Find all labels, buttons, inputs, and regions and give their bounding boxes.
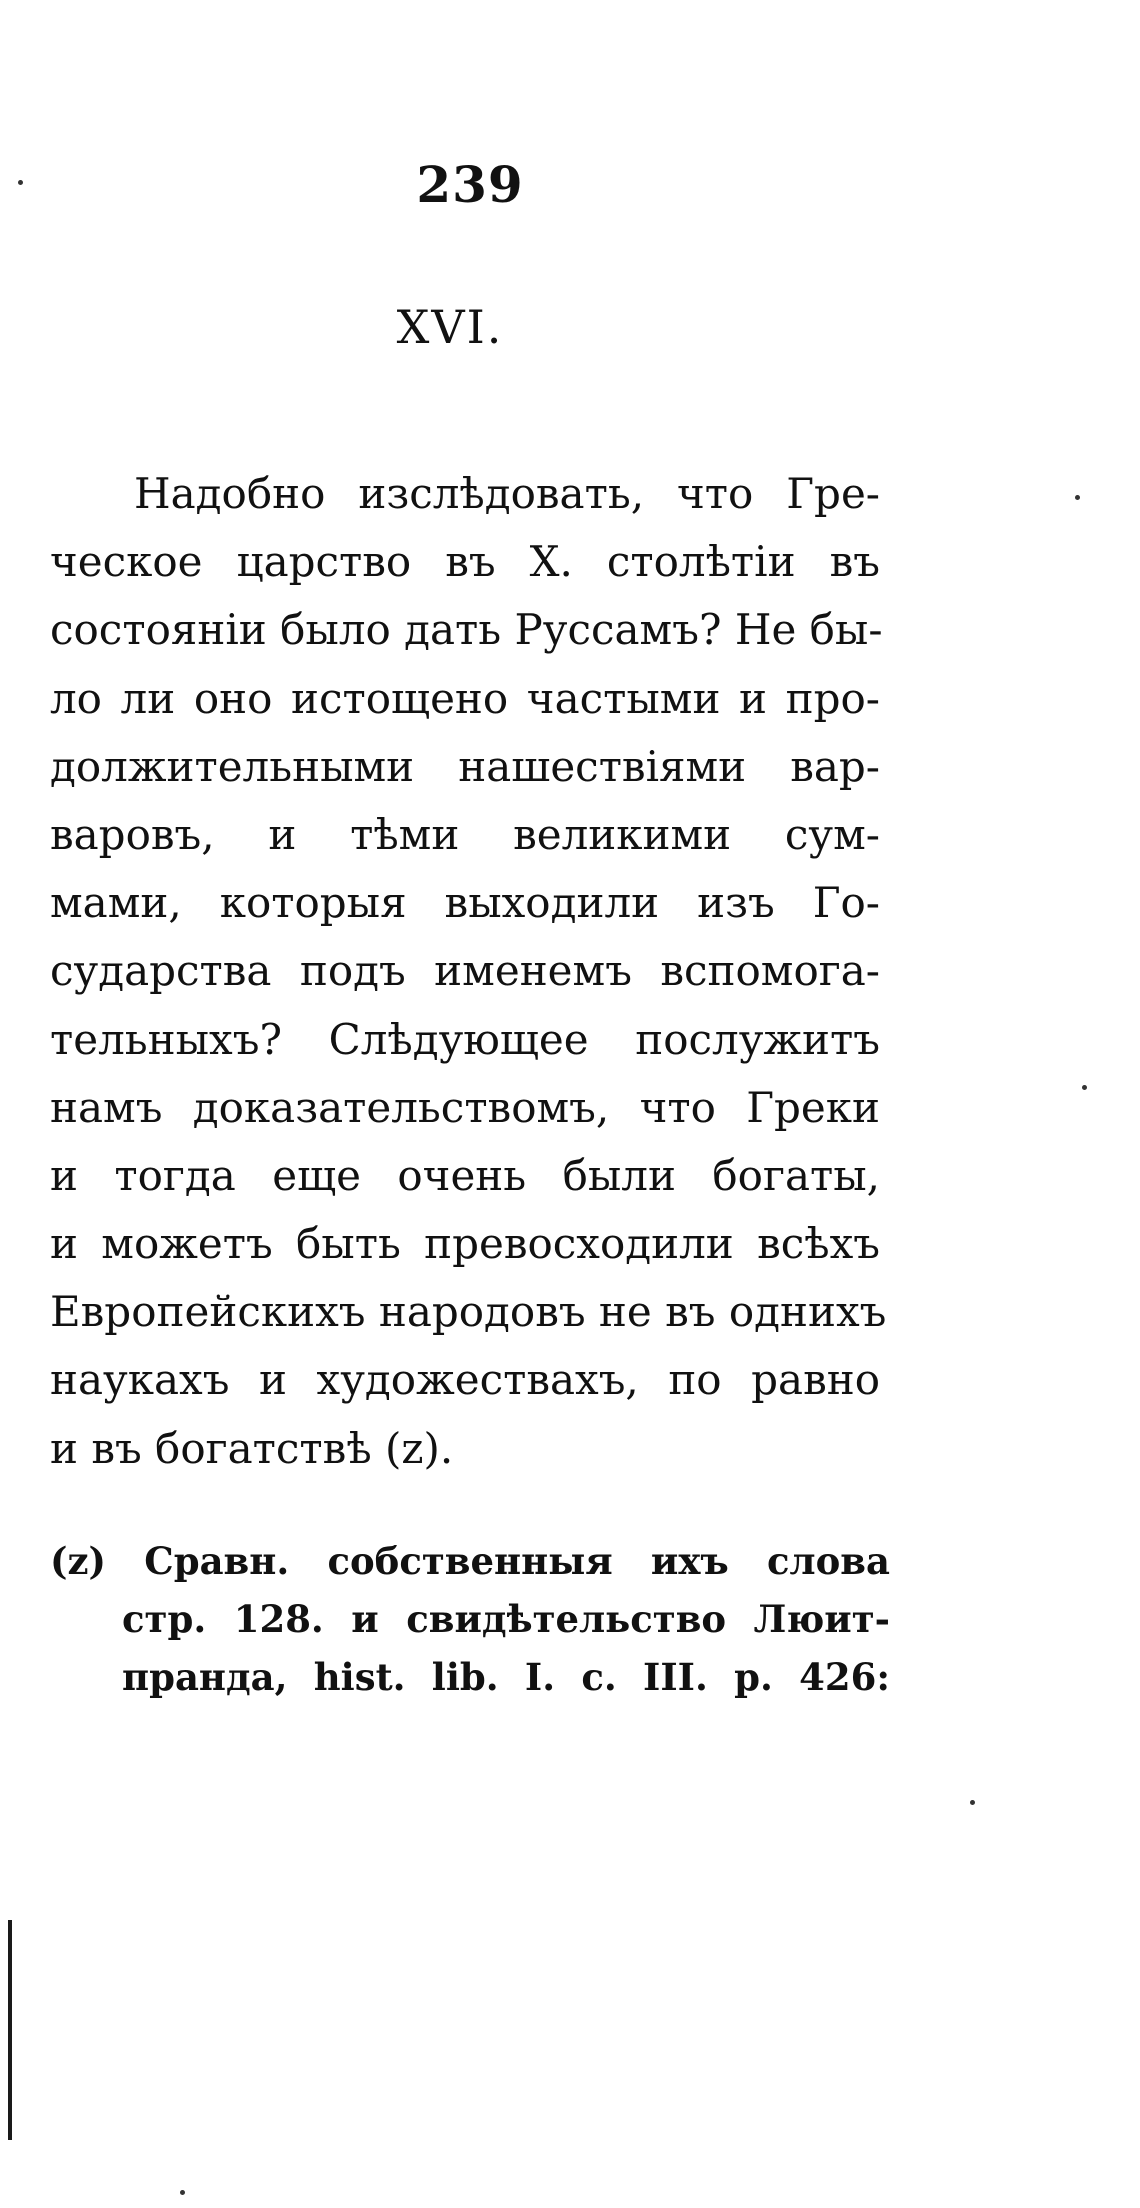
scan-margin-mark: [8, 1920, 12, 2140]
footnote-line: пранда, hist. lib. I. c. III. p. 426:: [122, 1655, 890, 1699]
text-line: Надобно изслѣдовать, что Гре-: [134, 469, 880, 518]
scan-speck: [1075, 495, 1080, 500]
text-line: ческое царство въ X. столѣтіи въ: [50, 537, 880, 587]
text-line: наукахъ и художествахъ, по равно: [50, 1355, 880, 1405]
text-line: и въ богатствѣ (z).: [50, 1423, 454, 1473]
page-number: 239: [416, 155, 524, 214]
text-line: состояніи было дать Руссамъ? Не бы-: [50, 605, 883, 655]
footnote-line: (z) Сравн. собственныя ихъ слова: [50, 1539, 890, 1583]
text-line: ло ли оно истощено частыми и про-: [50, 673, 880, 723]
text-line: намъ доказательствомъ, что Греки: [50, 1082, 880, 1132]
text-line: варовъ, и тѣми великими сум-: [50, 809, 880, 859]
text-line: мами, которыя выходили изъ Го-: [50, 878, 880, 928]
text-line: Европейскихъ народовъ не въ однихъ: [50, 1287, 887, 1337]
scan-speck: [1082, 1085, 1087, 1090]
text-line: тельныхъ? Слѣдующее послужитъ: [50, 1014, 880, 1064]
text-line: сударства подъ именемъ вспомога-: [50, 946, 880, 996]
text-line: и можетъ быть превосходили всѣхъ: [50, 1219, 880, 1269]
scan-speck: [970, 1800, 975, 1805]
chapter-heading: XVI.: [396, 300, 504, 354]
scan-speck: [180, 2190, 185, 2195]
text-line: и тогда еще очень были богаты,: [50, 1150, 880, 1200]
footnote: [50, 1532, 890, 1706]
body-paragraph: [50, 460, 887, 1483]
text-line: должительными нашествіями вар-: [50, 741, 880, 791]
footnote-line: стр. 128. и свидѣтельство Люит-: [122, 1597, 890, 1641]
scan-speck: [18, 180, 23, 185]
